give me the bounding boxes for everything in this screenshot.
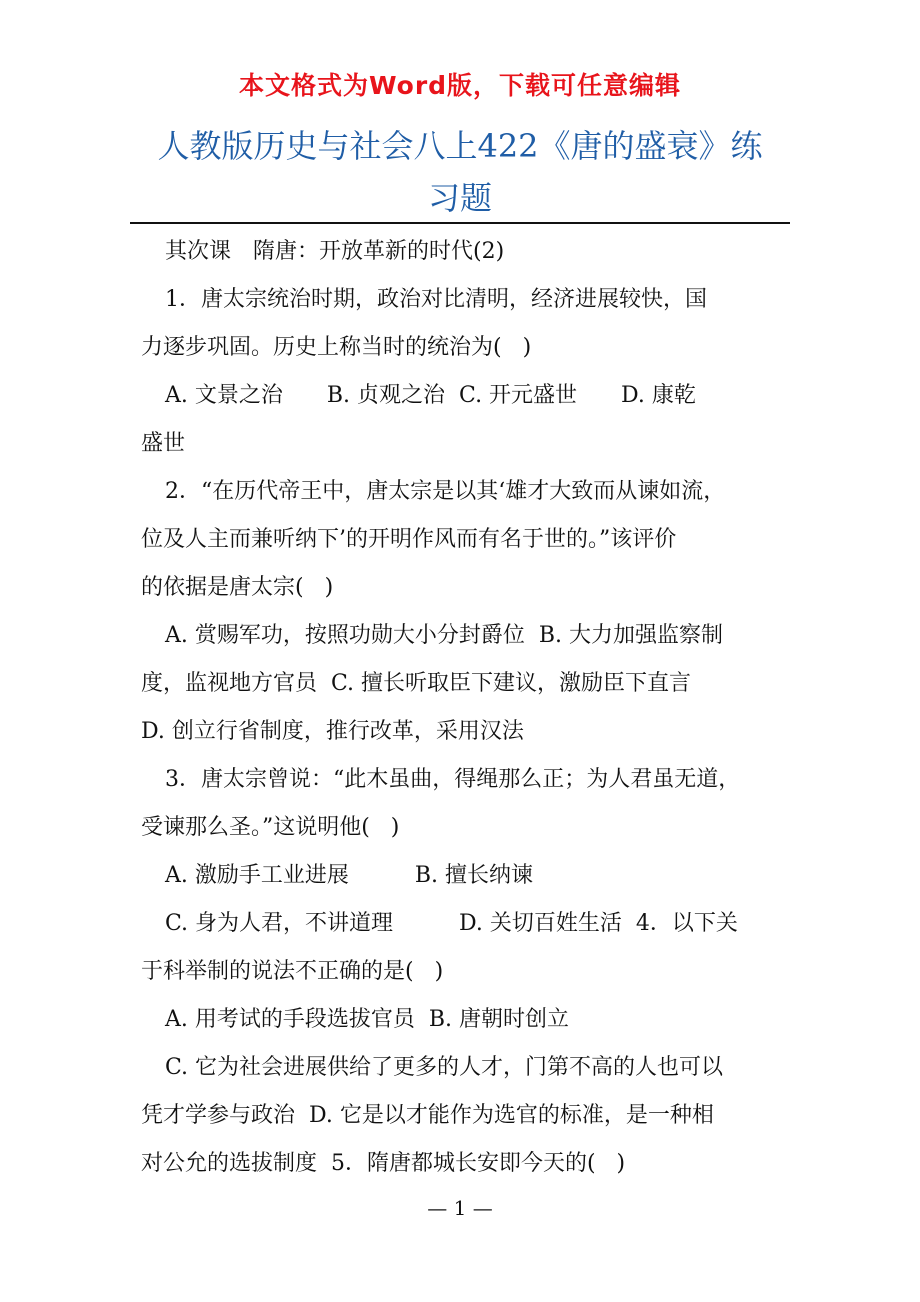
question-3-line-1: 3．唐太宗曾说：“此木虽曲，得绳那么正；为人君虽无道， (165, 767, 741, 792)
question-2-line-3: 的依据是唐太宗( ) (141, 575, 334, 600)
question-3-options-2: C. 身为人君，不讲道理 D. 关切百姓生活 4．以下关 (165, 911, 738, 936)
question-1-options-cont: 盛世 (141, 431, 186, 456)
question-1-line-1: 1．唐太宗统治时期，政治对比清明，经济进展较快，国 (165, 287, 707, 312)
question-4-options-1: A. 用考试的手段选拔官员 B. 唐朝时创立 (165, 1007, 570, 1032)
question-2-options-1: A. 赏赐军功，按照功勋大小分封爵位 B. 大力加强监察制 (165, 623, 724, 648)
question-1-options: A. 文景之治 B. 贞观之治 C. 开元盛世 D. 康乾 (165, 383, 696, 408)
question-4-options-3: 凭才学参与政治 D. 它是以才能作为选官的标准，是一种相 (141, 1103, 714, 1128)
question-2-options-3: D. 创立行省制度，推行改革，采用汉法 (141, 719, 524, 744)
title-line-1: 人教版历史与社会八上422《唐的盛衰》练 (157, 127, 763, 165)
page-number: — 1 — (427, 1196, 493, 1220)
document-body (141, 234, 781, 1194)
title-divider (130, 222, 790, 224)
lesson-heading: 其次课 隋唐：开放革新的时代(2) (165, 239, 505, 264)
question-4-line-1: 于科举制的说法不正确的是( ) (141, 959, 444, 984)
question-3-line-2: 受谏那么圣。”这说明他( ) (141, 815, 400, 840)
format-banner: 本文格式为Word版，下载可任意编辑 (238, 71, 682, 100)
title-line-2: 习题 (427, 179, 492, 217)
question-3-options-1: A. 激励手工业进展 B. 擅长纳谏 (165, 863, 534, 888)
document-title (130, 120, 790, 224)
question-4-options-2: C. 它为社会进展供给了更多的人才，门第不高的人也可以 (165, 1055, 724, 1080)
question-4-options-4: 对公允的选拔制度 5．隋唐都城长安即今天的( ) (141, 1151, 626, 1176)
question-2-line-1: 2．“在历代帝王中，唐太宗是以其‘雄才大致而从谏如流， (165, 479, 726, 504)
question-1-line-2: 力逐步巩固。历史上称当时的统治为( ) (141, 335, 532, 360)
question-2-line-2: 位及人主而兼听纳下’的开明作风而有名于世的。”该评价 (141, 527, 677, 552)
question-2-options-2: 度，监视地方官员 C. 擅长听取臣下建议，激励臣下直言 (141, 671, 692, 696)
